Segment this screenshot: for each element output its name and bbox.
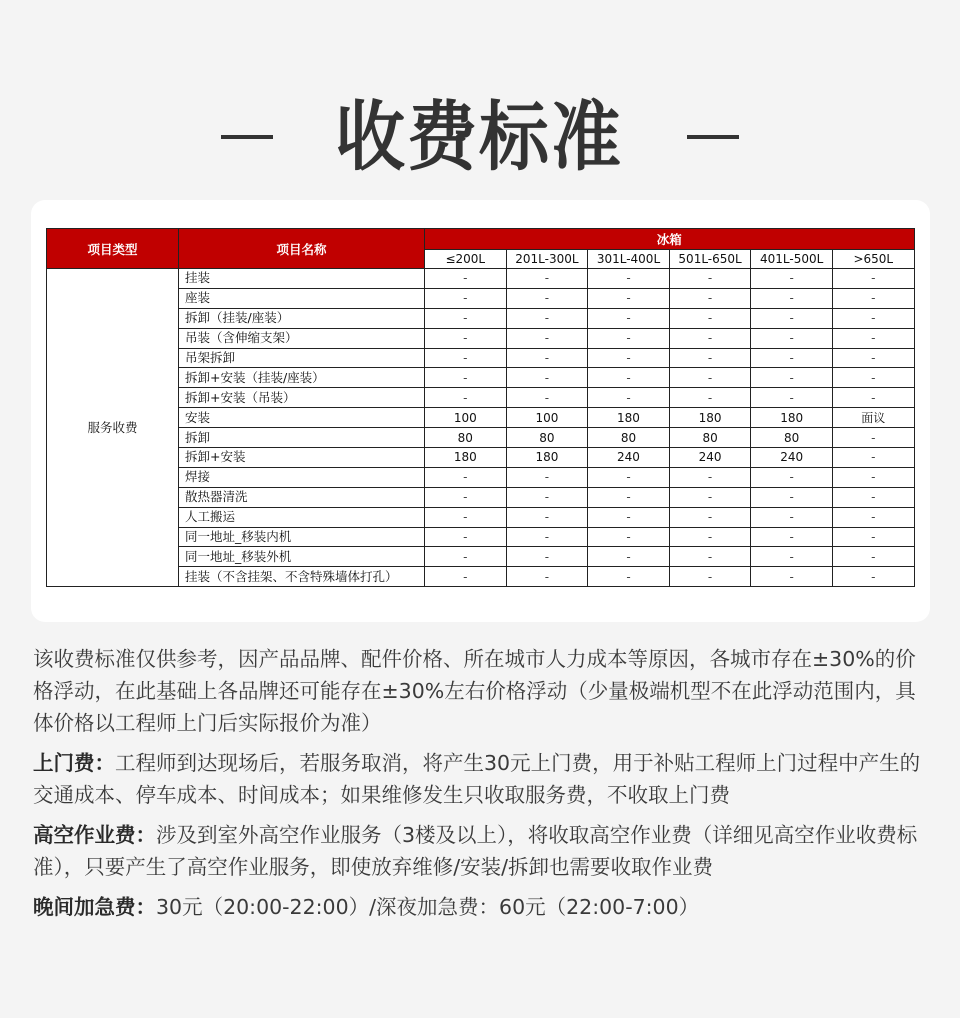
price-cell: -	[832, 308, 914, 328]
item-name-cell: 拆卸+安装（挂装/座装）	[179, 368, 425, 388]
price-cell: 240	[588, 448, 670, 468]
price-cell: -	[588, 467, 670, 487]
price-cell: -	[588, 308, 670, 328]
price-cell: -	[425, 388, 507, 408]
item-name-cell: 拆卸	[179, 428, 425, 448]
item-name-cell: 拆卸+安装（吊装）	[179, 388, 425, 408]
fee-table	[46, 228, 915, 587]
price-cell: -	[751, 567, 833, 587]
price-cell: -	[832, 507, 914, 527]
price-cell: -	[669, 388, 751, 408]
price-cell: -	[751, 507, 833, 527]
price-cell: -	[425, 348, 507, 368]
price-cell: -	[425, 368, 507, 388]
fee-table-body	[47, 269, 915, 587]
price-cell: -	[506, 269, 588, 289]
price-cell: -	[751, 288, 833, 308]
column-header-name: 项目名称	[179, 229, 425, 269]
column-header-type: 项目类型	[47, 229, 179, 269]
capacity-header: 301L-400L	[588, 250, 670, 269]
capacity-header: 401L-500L	[751, 250, 833, 269]
price-cell: 180	[506, 448, 588, 468]
price-cell: -	[669, 467, 751, 487]
visit-fee-label: 上门费：	[33, 751, 115, 775]
price-cell: -	[588, 547, 670, 567]
price-cell: -	[425, 527, 507, 547]
capacity-header: >650L	[832, 250, 914, 269]
notes-section	[33, 643, 933, 931]
price-cell: 100	[506, 408, 588, 428]
price-cell: 80	[506, 428, 588, 448]
item-name-cell: 挂装（不含挂架、不含特殊墙体打孔）	[179, 567, 425, 587]
price-cell: -	[832, 448, 914, 468]
price-cell: -	[751, 328, 833, 348]
price-cell: -	[669, 288, 751, 308]
price-cell: 180	[588, 408, 670, 428]
price-cell: -	[832, 527, 914, 547]
title-left-dash	[221, 135, 273, 139]
price-cell: -	[751, 487, 833, 507]
high-altitude-text: 涉及到室外高空作业服务（3楼及以上），将收取高空作业费（详细见高空作业收费标准），只要产生了高空作业服务，即使放弃维修/安装/拆卸也需要收取作业费	[33, 823, 918, 879]
price-cell: -	[588, 269, 670, 289]
price-cell: -	[832, 328, 914, 348]
price-cell: -	[751, 368, 833, 388]
price-cell: -	[425, 328, 507, 348]
price-cell: -	[832, 428, 914, 448]
price-cell: 80	[425, 428, 507, 448]
price-cell: -	[425, 467, 507, 487]
price-cell: 80	[588, 428, 670, 448]
price-cell: -	[425, 269, 507, 289]
price-cell: -	[669, 269, 751, 289]
item-name-cell: 吊架拆卸	[179, 348, 425, 368]
price-cell: -	[506, 288, 588, 308]
price-cell: -	[506, 567, 588, 587]
price-cell: -	[832, 368, 914, 388]
price-cell: -	[832, 348, 914, 368]
category-cell: 服务收费	[47, 269, 179, 587]
price-cell: -	[832, 547, 914, 567]
item-name-cell: 座装	[179, 288, 425, 308]
price-cell: 240	[669, 448, 751, 468]
group-header-refrigerator: 冰箱	[425, 229, 915, 250]
item-name-cell: 拆卸（挂装/座装）	[179, 308, 425, 328]
price-cell: 180	[425, 448, 507, 468]
item-name-cell: 散热器清洗	[179, 487, 425, 507]
price-cell: -	[588, 388, 670, 408]
price-cell: -	[669, 368, 751, 388]
price-cell: -	[506, 467, 588, 487]
price-cell: 180	[669, 408, 751, 428]
price-cell: -	[506, 547, 588, 567]
title-right-dash	[687, 135, 739, 139]
item-name-cell: 焊接	[179, 467, 425, 487]
urgent-fee-text: 30元（20:00-22:00）/深夜加急费：60元（22:00-7:00）	[156, 895, 700, 919]
price-cell: 100	[425, 408, 507, 428]
page-title-row	[0, 92, 960, 182]
price-cell: -	[506, 527, 588, 547]
price-cell: -	[506, 368, 588, 388]
price-cell: -	[751, 308, 833, 328]
price-cell: 80	[669, 428, 751, 448]
price-cell: -	[751, 269, 833, 289]
price-cell: 80	[751, 428, 833, 448]
disclaimer-text: 该收费标准仅供参考，因产品品牌、配件价格、所在城市人力成本等原因，各城市存在±30%的价格浮动，在此基础上各品牌还可能存在±30%左右价格浮动（少量极端机型不在此浮动范围内，具体价格以工程师上门后实际报价为准）	[33, 647, 916, 735]
price-cell: -	[425, 507, 507, 527]
price-cell: -	[832, 388, 914, 408]
price-cell: -	[669, 527, 751, 547]
item-name-cell: 同一地址_移装外机	[179, 547, 425, 567]
price-cell: -	[588, 288, 670, 308]
price-cell: -	[506, 507, 588, 527]
item-name-cell: 拆卸+安装	[179, 448, 425, 468]
price-cell: -	[751, 348, 833, 368]
visit-fee-note	[33, 747, 933, 811]
price-cell: -	[669, 308, 751, 328]
price-cell: -	[506, 388, 588, 408]
price-cell: -	[832, 467, 914, 487]
visit-fee-text: 工程师到达现场后，若服务取消，将产生30元上门费，用于补贴工程师上门过程中产生的交通成本、停车成本、时间成本；如果维修发生只收取服务费，不收取上门费	[33, 751, 921, 807]
price-cell: 240	[751, 448, 833, 468]
price-cell: -	[669, 348, 751, 368]
price-cell: -	[588, 348, 670, 368]
price-cell: 180	[751, 408, 833, 428]
price-cell: -	[425, 567, 507, 587]
price-cell: -	[669, 547, 751, 567]
item-name-cell: 安装	[179, 408, 425, 428]
price-cell: -	[832, 567, 914, 587]
price-cell: -	[832, 487, 914, 507]
page-title: 收费标准	[335, 92, 623, 182]
price-cell: -	[588, 507, 670, 527]
price-cell: -	[588, 567, 670, 587]
price-cell: -	[669, 567, 751, 587]
price-cell: -	[506, 328, 588, 348]
price-cell: -	[588, 368, 670, 388]
capacity-header: 501L-650L	[669, 250, 751, 269]
price-cell: -	[751, 527, 833, 547]
item-name-cell: 人工搬运	[179, 507, 425, 527]
price-cell: -	[425, 308, 507, 328]
price-cell: -	[751, 467, 833, 487]
table-row	[47, 269, 915, 289]
price-cell: -	[588, 328, 670, 348]
urgent-fee-label: 晚间加急费：	[33, 895, 156, 919]
capacity-header: 201L-300L	[506, 250, 588, 269]
item-name-cell: 同一地址_移装内机	[179, 527, 425, 547]
price-cell: 面议	[832, 408, 914, 428]
urgent-fee-note	[33, 891, 933, 923]
capacity-header: ≤200L	[425, 250, 507, 269]
price-cell: -	[669, 328, 751, 348]
price-cell: -	[506, 348, 588, 368]
price-cell: -	[425, 547, 507, 567]
price-cell: -	[588, 487, 670, 507]
price-cell: -	[832, 269, 914, 289]
price-cell: -	[669, 507, 751, 527]
price-cell: -	[506, 308, 588, 328]
high-altitude-note	[33, 819, 933, 883]
price-cell: -	[425, 288, 507, 308]
price-cell: -	[669, 487, 751, 507]
price-cell: -	[506, 487, 588, 507]
fee-table-card	[31, 200, 930, 622]
price-cell: -	[832, 288, 914, 308]
high-altitude-label: 高空作业费：	[33, 823, 156, 847]
price-cell: -	[588, 527, 670, 547]
price-cell: -	[751, 547, 833, 567]
price-cell: -	[751, 388, 833, 408]
item-name-cell: 挂装	[179, 269, 425, 289]
item-name-cell: 吊装（含伸缩支架）	[179, 328, 425, 348]
price-cell: -	[425, 487, 507, 507]
